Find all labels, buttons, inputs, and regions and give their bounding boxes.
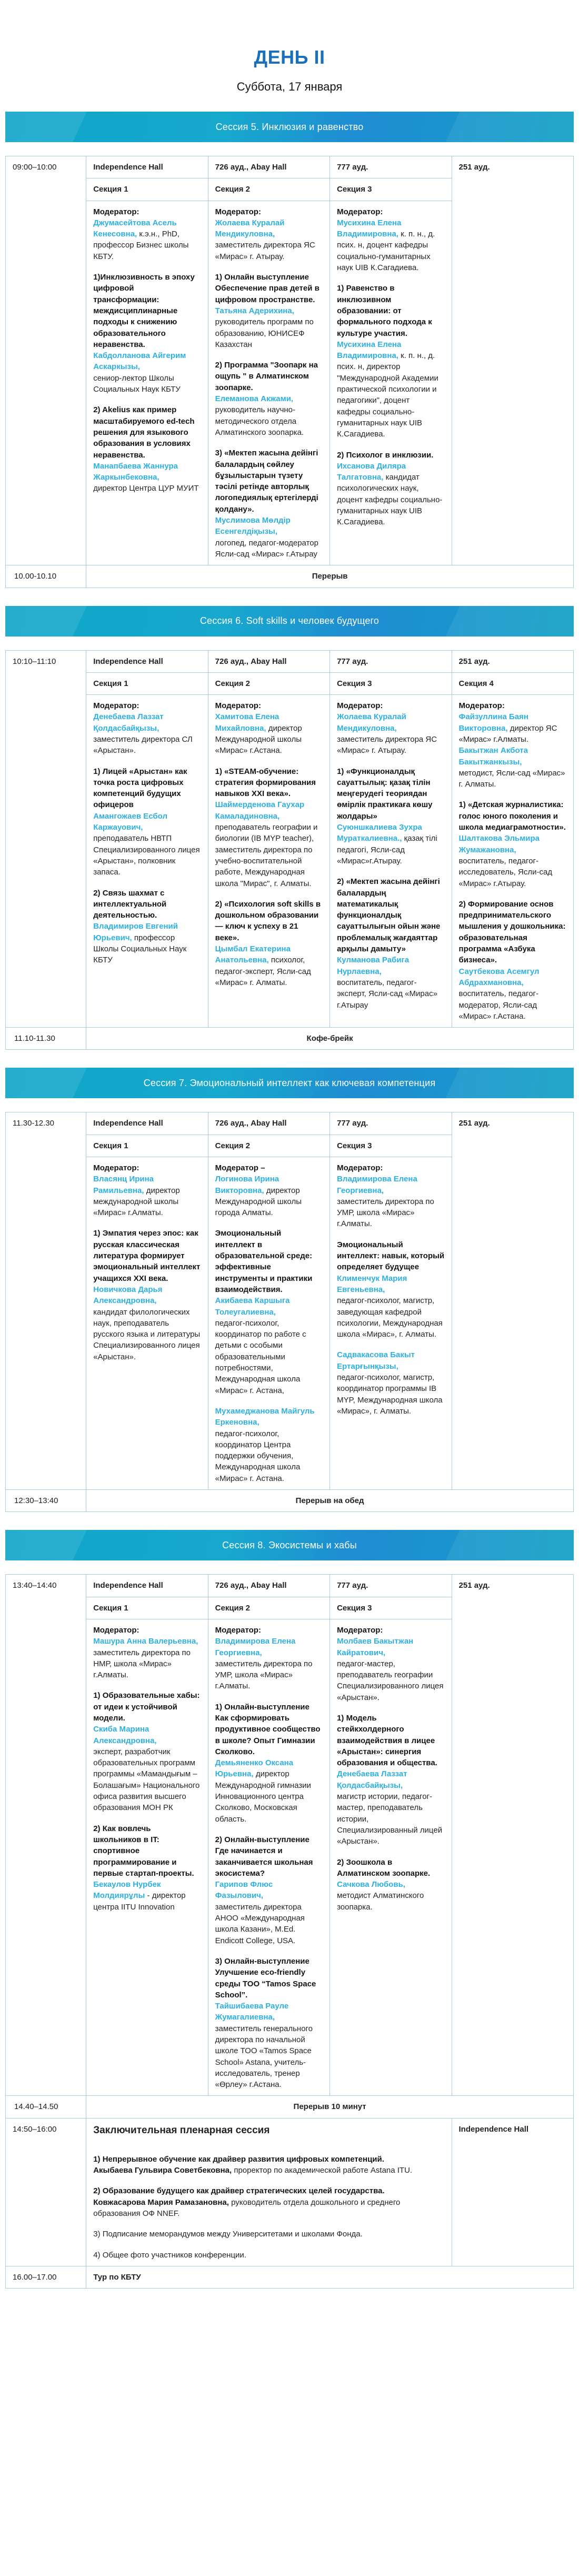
plenary-item	[93, 2250, 444, 2261]
agenda-item	[93, 1690, 201, 1813]
section-label: Секция 2	[208, 178, 330, 201]
role-text: педагог-психолог, координатор Центра поддержки обучения, Международная школа «Мирас» г. Астана.	[215, 1429, 301, 1483]
speaker-name: Мусихина Елена Владимировна,	[337, 218, 402, 239]
agenda-item	[215, 1956, 323, 2091]
section-label: Секция 1	[86, 1135, 208, 1157]
time-range: 11.10-11.30	[6, 1028, 86, 1050]
bold-text: 2) Программа "Зоопарк на ощупь " в Алматинском зоопарке.	[215, 361, 318, 392]
bold-text: Модератор:	[337, 1163, 383, 1172]
time-range: 14:50–16:00	[6, 2118, 86, 2266]
hall-header: 251 ауд.	[452, 156, 573, 565]
time-range: 16.00–17.00	[6, 2266, 86, 2288]
bold-text: 1) Онлайн выступление Обеспечение прав детей в цифровом пространстве.	[215, 273, 320, 304]
role-text: преподаватель географии и биологии (IB MYP teacher), заместитель директора по учебно-воспитательной работе, Международная школа "Мирас", г. Алматы.	[215, 823, 318, 888]
role-text: методист, Ясли-сад «Мирас» г. Алматы.	[458, 768, 565, 789]
speaker-name: Манапбаева Жаннура Жаркынбековна,	[93, 461, 178, 482]
session-cell	[208, 201, 330, 565]
session-cell	[452, 695, 573, 1028]
plenary-cell	[86, 2118, 452, 2266]
role-text: руководитель научно-методического отдела Алматинского зоопарка.	[215, 405, 304, 437]
role-text: директор международной школы «Мирас» г.Алматы.	[93, 1186, 180, 1218]
role-text: кандидат филологических наук, преподаватель русского языка и литературы Специализированного лицея «Арыстан».	[93, 1307, 201, 1361]
hall-header: Independence Hall	[452, 2118, 573, 2266]
bold-text: Модератор –	[215, 1163, 265, 1172]
session-banner-title: Сессия 5. Инклюзия и равенство	[215, 121, 364, 132]
session-6-banner	[5, 606, 574, 636]
role-text: заместитель директора по НМР, школа «Мирас» г.Алматы.	[93, 1648, 191, 1680]
agenda-item	[215, 1625, 323, 1692]
role-text: педагог-психолог, магистр, заведующая кафедрой психологии, Международная школа «Мирас», г. Алматы.	[337, 1296, 443, 1339]
bold-text: Ковжасарова Мария Рамазановна,	[93, 2197, 229, 2207]
speaker-name: Владимиров Евгений Юрьевич,	[93, 922, 178, 942]
bold-text: 1) Онлайн-выступление Как сформировать продуктивное сообщество в школе? Опыт Гимназии Сколково.	[215, 1702, 321, 1756]
speaker-name: Владимирова Елена Георгиевна,	[215, 1637, 296, 1657]
agenda-item	[215, 1228, 323, 1396]
halls-row	[6, 1575, 574, 1597]
bold-text: Акыбаева Гульвира Советбековна,	[93, 2166, 232, 2175]
agenda-item	[337, 876, 444, 1011]
agenda-item	[337, 1162, 444, 1230]
agenda-item	[337, 766, 444, 867]
speaker-name: Хамитова Елена Михайловна,	[215, 712, 279, 733]
speaker-name: Кабдолланова Айгерим Аскаркызы,	[93, 351, 186, 372]
role-text: заместитель директора ЯС «Мирас» г. Атырау.	[337, 734, 437, 755]
hall-header: 777 ауд.	[330, 1112, 452, 1135]
role-text: психолог, педагог-эксперт, Ясли-сад «Мирас» г. Алматы.	[215, 956, 311, 987]
role-text: руководитель программ по образованию, ЮНИСЕФ Казахстан	[215, 317, 314, 349]
schedule-body	[5, 112, 574, 2289]
speaker-name: Файзуллина Баян Викторовна,	[458, 712, 528, 733]
bold-text: 2) Связь шахмат с интеллектуальной деятельностью.	[93, 888, 167, 920]
time-range: 12:30–13:40	[6, 1490, 86, 1512]
speaker-name: Мухамеджанова Майгуль Еркеновна,	[215, 1406, 315, 1427]
session-cell	[86, 1157, 208, 1490]
kbtu-tour-table	[5, 2266, 574, 2289]
bold-text: 1) Эмпатия через эпос: как русская классическая литература формирует эмоциональный интеллект учащихся XXI века.	[93, 1229, 201, 1283]
role-text: воспитатель, педагог-исследователь, Ясли-сад «Мирас» г.Атырау.	[458, 856, 553, 888]
bold-text: Эмоциональный интеллект в образовательной среде: эффективные инструменты и практики взаимодействия.	[215, 1229, 313, 1294]
role-text: директор ЯС «Мирас» г.Алматы.	[458, 723, 557, 744]
role-text: педагог-мастер, преподаватель географии Специализированного лицея «Арыстан».	[337, 1659, 444, 1702]
speaker-name: Цымбал Екатерина Анатольевна,	[215, 944, 291, 965]
break-2-table	[5, 1027, 574, 1050]
role-text: заместитель генерального директора по начальной школе ТОО «Tamos Space School» Astana, учитель-исследователь, тренер «Өрлеу» г.Астана.	[215, 2024, 313, 2090]
session-8-banner	[5, 1530, 574, 1560]
hall-header: Independence Hall	[86, 1112, 208, 1135]
speaker-name: Машура Анна Валерьевна,	[93, 1637, 198, 1646]
speaker-name: Скиба Марина Александровна,	[93, 1725, 157, 1745]
agenda-item	[215, 1834, 323, 1946]
time-range: 10:10–11:10	[6, 650, 86, 1028]
agenda-item	[337, 1625, 444, 1703]
role-text: воспитатель, педагог-модератор, Ясли-сад «Мирас» г.Астана.	[458, 989, 539, 1021]
bold-text: 1) Модель стейкхолдерного взаимодействия в лицее «Арыстан»: синергия образования и общества.	[337, 1713, 437, 1768]
bold-text: 1) Непрерывное обучение как драйвер развития цифровых компетенций.	[93, 2154, 384, 2164]
role-text: эксперт, разработчик образовательных программ программы «Мамандығым – Болашағым» Национального офиса развития высшего образования МОН РК	[93, 1747, 200, 1813]
plenary-item	[93, 2154, 444, 2176]
break-4-table	[5, 2095, 574, 2118]
session-cell	[330, 695, 452, 1028]
role-text: к. п. н., д. псих. н, директор "Международной Академии практической психологии и педагогики", доцент кафедры социально-гуманитарных наук UIB К.Сагадиева.	[337, 351, 438, 439]
day-subtitle: Суббота, 17 января	[236, 80, 343, 93]
role-text: преподаватель НВТП Специализированного лицея «Арыстан», полковник запаса.	[93, 834, 200, 877]
role-text: кандидат психологических наук, доцент кафедры социально-гуманитарных наук UIB К.Сагадиева.	[337, 473, 443, 527]
break-row	[6, 2096, 574, 2118]
session-cell	[330, 1619, 452, 2096]
break-label: Перерыв 10 минут	[86, 2096, 574, 2118]
agenda-item	[459, 799, 566, 889]
agenda-item	[215, 206, 323, 262]
session-cell	[86, 1619, 208, 2096]
tour-row	[6, 2266, 574, 2288]
session-5-table	[5, 156, 574, 565]
agenda-item	[93, 1228, 201, 1362]
role-text: воспитатель, педагог-эксперт, Ясли-сад «Мирас» г.Атырау	[337, 978, 437, 1010]
bold-text: 3) Онлайн-выступление Улучшение eco-friendly среды ТОО “Tamos Space School”.	[215, 1956, 316, 2000]
break-row	[6, 1490, 574, 1512]
halls-row	[6, 156, 574, 178]
speaker-name: Жолаева Куралай Мендикуловна,	[215, 218, 285, 239]
hall-header: 726 ауд., Abay Hall	[208, 1575, 330, 1597]
section-label: Секция 3	[330, 672, 452, 694]
role-text: қазақ тілі педагогі, Ясли-сад «Мирас»г.Атырау.	[337, 834, 437, 866]
session-cell	[330, 1157, 452, 1490]
bold-text: 2) «Психология soft skills в дошкольном образовании — ключ к успеху в 21 веке».	[215, 899, 321, 942]
session-5-banner	[5, 112, 574, 142]
session-cell	[86, 695, 208, 1028]
agenda-item	[337, 1857, 444, 1913]
speaker-name: Ихсанова Диляра Талгатовна,	[337, 461, 406, 482]
role-text: заместитель директора СЛ «Арыстан».	[93, 734, 193, 755]
speaker-name: Тайшибаева Рауле Жумагалиевна,	[215, 2002, 289, 2022]
agenda-item	[93, 766, 201, 878]
role-text: директор Международной гимназии Инновационного центра Сколково, Московская область.	[215, 1769, 311, 1824]
time-range: 11.30-12.30	[6, 1112, 86, 1490]
closing-plenary-table	[5, 2118, 574, 2266]
bold-text: Модератор:	[215, 207, 261, 216]
speaker-name: Денебаева Лаззат Қолдасбайқызы,	[337, 1769, 407, 1790]
bold-text: 1) «Функционалдық сауаттылық: қазақ тілін меңгерудегі теориядан өмірлік практикаға көшу жолдары»	[337, 767, 433, 821]
agenda-item	[93, 404, 201, 494]
agenda-item	[337, 1349, 444, 1417]
role-text: заместитель директора по УМР, школа «Мирас» г.Алматы.	[337, 1197, 434, 1229]
section-label: Секция 3	[330, 1597, 452, 1619]
speaker-name: Бекаулов Нурбек Молдиярұлы	[93, 1880, 161, 1901]
page-header	[5, 0, 574, 94]
agenda-item	[215, 899, 323, 988]
speaker-name: Елеманова Акжами,	[215, 394, 294, 404]
bold-text: 2) Akelius как пример масштабируемого ed-tech решения для языкового образования в условиях неравенства.	[93, 405, 195, 460]
hall-header: 777 ауд.	[330, 650, 452, 672]
agenda-item	[93, 1823, 201, 1913]
bold-text: 2) Образование будущего как драйвер стратегических целей государства.	[93, 2186, 385, 2196]
role-text: руководитель отдела дошкольного и среднего образования ОФ NNEF.	[93, 2197, 401, 2218]
section-label: Секция 1	[86, 178, 208, 201]
role-text: проректор по академической работе Astana ITU.	[234, 2166, 413, 2175]
speaker-name: Бакытжан Акбота Бакытжанкызы,	[458, 746, 528, 767]
speaker-name: Сачкова Любовь,	[337, 1880, 405, 1889]
agenda-item	[93, 1625, 201, 1680]
role-text: 3) Подписание меморандумов между Университетами и школами Фонда.	[93, 2230, 363, 2239]
time-range: 09:00–10:00	[6, 156, 86, 565]
role-text: заместитель директора ЯС «Мирас» г. Атырау.	[215, 241, 315, 261]
bold-text: 1)Инклюзивность в эпоху цифровой трансформации: междисциплинарные подходы к снижению образовательного неравенства.	[93, 273, 195, 349]
hall-header: 726 ауд., Abay Hall	[208, 156, 330, 178]
agenda-item	[93, 206, 201, 262]
break-row	[6, 565, 574, 588]
break-label: Перерыв на обед	[86, 1490, 574, 1512]
speaker-name: Новичкова Дарья Александровна,	[93, 1285, 163, 1306]
bold-text: 1) Лицей «Арыстан» как точка роста цифровых компетенций будущих офицеров	[93, 767, 187, 810]
plenary-item	[93, 2229, 444, 2240]
session-banner-title: Сессия 8. Экосистемы и хабы	[222, 1539, 357, 1550]
agenda-item	[459, 899, 566, 1022]
session-banner-title: Сессия 7. Эмоциональный интеллект как ключевая компетенция	[143, 1077, 436, 1088]
speaker-name: Амангожаев Есбол Каржауович,	[93, 811, 167, 832]
role-text: к.э.н., PhD, профессор Бизнес школы КБТУ.	[93, 230, 189, 261]
role-text: директор Международной школы города Алматы.	[215, 1186, 302, 1218]
speaker-name: Владимирова Елена Георгиевна,	[337, 1175, 417, 1195]
bold-text: 2) Онлайн-выступление Где начинается и заканчивается школьная экосистема?	[215, 1835, 313, 1878]
bold-text: Модератор:	[215, 701, 261, 711]
hall-header: Independence Hall	[86, 1575, 208, 1597]
bold-text: 2) Формирование основ предпринимательского мышления у дошкольника: образовательная программа «Азбука бизнеса».	[458, 899, 566, 965]
role-text: к. п. н., д. псих. н, доцент кафедры социально-гуманитарных наук UIB К.Сагадиева.	[337, 230, 435, 273]
agenda-item	[93, 700, 201, 756]
agenda-item	[337, 1239, 444, 1340]
role-text: заместитель директора АНОО «Международная школа Казани», M.Ed. Endicott College, USA.	[215, 1902, 305, 1945]
role-text: 4) Общее фото участников конференции.	[93, 2250, 246, 2260]
agenda-item	[215, 447, 323, 560]
bold-text: Модератор:	[337, 701, 383, 711]
session-cell	[330, 201, 452, 565]
agenda-item	[93, 1162, 201, 1218]
role-text: педагог-психолог, магистр, координатор программы IB MYP, Международная школа «Мирас», г. Алматы.	[337, 1373, 443, 1416]
break-label: Перерыв	[86, 565, 574, 588]
agenda-item	[215, 700, 323, 756]
speaker-name: Логинова Ирина Викторовна,	[215, 1175, 279, 1195]
session-cell	[208, 1157, 330, 1490]
agenda-item	[337, 206, 444, 274]
session-banner-title: Сессия 6. Soft skills и человек будущего	[199, 615, 380, 626]
hall-header: 726 ауд., Abay Hall	[208, 650, 330, 672]
role-text: педагог-психолог, координатор по работе с детьми с особыми образовательными потребностями, Международная школа «Мирас» г. Астана,	[215, 1318, 306, 1395]
bold-text: Модератор:	[337, 207, 383, 216]
plenary-item	[93, 2185, 444, 2219]
speaker-name: Татьяна Адерихина,	[215, 306, 294, 315]
content-row	[6, 695, 574, 1028]
bold-text: Модератор:	[93, 207, 139, 216]
bold-text: 2) Как вовлечь школьников в IT: спортивное программирование и первые стартап-проекты.	[93, 1824, 194, 1878]
hall-header: 251 ауд.	[452, 650, 573, 672]
speaker-name: Власянц Ирина Рамильевна,	[93, 1175, 154, 1195]
day-title: ДЕНЬ II	[254, 46, 325, 68]
speaker-name: Садвакасова Бакыт Ертарғынқызы,	[337, 1350, 415, 1371]
bold-text: 1) Образовательные хабы: от идеи к устойчивой модели.	[93, 1691, 200, 1723]
role-text: профессор Школы Социальных Наук КБТУ	[93, 933, 187, 965]
section-label: Секция 3	[330, 1135, 452, 1157]
speaker-name: Денебаева Лаззат Қолдасбайқызы,	[93, 712, 164, 733]
agenda-item	[215, 1406, 323, 1484]
role-text: заместитель директора по УМР, школа «Мирас» г.Алматы.	[215, 1659, 313, 1691]
agenda-item	[215, 1702, 323, 1825]
session-7-banner	[5, 1068, 574, 1098]
hall-header: 777 ауд.	[330, 156, 452, 178]
session-cell	[208, 1619, 330, 2096]
speaker-name: Клименчук Мария Евгеньевна,	[337, 1274, 407, 1294]
time-range: 10.00-10.10	[6, 565, 86, 588]
time-range: 13:40–14:40	[6, 1575, 86, 2096]
session-7-table	[5, 1112, 574, 1490]
speaker-name: Кулманова Рабига Нурлаевна,	[337, 956, 410, 976]
section-label: Секция 4	[452, 672, 573, 694]
hall-header: 726 ауд., Abay Hall	[208, 1112, 330, 1135]
speaker-name: Муслимова Мөлдір Есенгелдіқызы,	[215, 516, 291, 536]
agenda-item	[337, 1713, 444, 1847]
section-label: Секция 2	[208, 1597, 330, 1619]
tour-label: Тур по КБТУ	[86, 2266, 574, 2288]
speaker-name: Демьяненко Оксана Юрьевна,	[215, 1758, 294, 1779]
role-text: методист Алматинского зоопарка.	[337, 1891, 424, 1912]
bold-text: Модератор:	[337, 1625, 383, 1635]
role-text: логопед, педагог-модератор Ясли-сад «Мирас» г.Атырау	[215, 538, 318, 559]
bold-text: Модератор:	[93, 701, 139, 711]
plenary-row	[6, 2118, 574, 2266]
agenda-item	[93, 272, 201, 395]
speaker-name: Жолаева Куралай Мендикуловна,	[337, 712, 406, 733]
bold-text: Модератор:	[93, 1163, 139, 1172]
bold-text: 1) «STEAM-обучение: стратегия формирования навыков XXI века».	[215, 767, 316, 799]
sections-row	[6, 672, 574, 694]
halls-row	[6, 650, 574, 672]
hall-header: 777 ауд.	[330, 1575, 452, 1597]
speaker-name: Шаймерденова Гаухар Камаладиновна,	[215, 800, 305, 821]
session-cell	[86, 201, 208, 565]
agenda-item	[337, 283, 444, 440]
agenda-item	[93, 888, 201, 966]
section-label: Секция 2	[208, 672, 330, 694]
hall-header: Independence Hall	[86, 650, 208, 672]
agenda-item	[215, 1162, 323, 1218]
agenda-item	[215, 766, 323, 889]
role-text: магистр истории, педагог-мастер, преподаватель истории, Специализированный лицей «Арыстан».	[337, 1792, 443, 1846]
section-label: Секция 3	[330, 178, 452, 201]
bold-text: 3) «Мектеп жасына дейінгі балалардың сөйлеу бұзылыстарын түзету тәсілі ретінде авторлық логопедиялық ертегілерді қолдану».	[215, 449, 318, 514]
break-1-table	[5, 565, 574, 588]
bold-text: 1) Равенство в инклюзивном образовании: от формального подхода к культуре участия.	[337, 284, 432, 338]
agenda-item	[459, 700, 566, 790]
bold-text: Эмоциональный интеллект: навык, который определяет будущее	[337, 1240, 445, 1272]
hall-header: 251 ауд.	[452, 1112, 573, 1490]
session-6-table	[5, 650, 574, 1028]
role-text: директор Центра ЦУР МУИТ	[93, 484, 199, 493]
speaker-name: Мусихина Елена Владимировна,	[337, 340, 402, 361]
section-label: Секция 2	[208, 1135, 330, 1157]
bold-text: 2) «Мектеп жасына дейінгі балалардың математикалық функционалдық сауаттылығын ойын және проблемалық жағдаяттар арқылы дамыту»	[337, 877, 441, 954]
role-text: директор Международной школы «Мирас» г.Астана.	[215, 723, 302, 755]
section-label: Секция 1	[86, 1597, 208, 1619]
break-3-table	[5, 1489, 574, 1512]
speaker-name: Саутбекова Асемгул Абдрахмановна,	[458, 967, 540, 987]
bold-text: 2) Психолог в инклюзии.	[337, 450, 434, 460]
bold-text: 1) «Детская журналистика: голос юного поколения и школа медиаграмотности».	[458, 800, 566, 832]
agenda-item	[215, 360, 323, 438]
role-text: - директор центра IITU Innovation	[93, 1891, 186, 1912]
halls-row	[6, 1112, 574, 1135]
hall-header: 251 ауд.	[452, 1575, 573, 2096]
session-cell	[208, 695, 330, 1028]
speaker-name: Гарипов Флюс Фазылович,	[215, 1880, 273, 1901]
hall-header: Independence Hall	[86, 156, 208, 178]
agenda-item	[337, 450, 444, 528]
bold-text: Модератор:	[458, 701, 505, 711]
bold-text: Модератор:	[93, 1625, 139, 1635]
section-label: Секция 1	[86, 672, 208, 694]
agenda-item	[337, 700, 444, 756]
break-label: Кофе-брейк	[86, 1028, 574, 1050]
speaker-name: Суюншкалиева Зухра Мураткалиевна.,	[337, 823, 422, 843]
session-8-table	[5, 1574, 574, 2096]
plenary-title: Заключительная пленарная сессия	[93, 2124, 270, 2136]
speaker-name: Акибаева Каршыга Толеугалиевна,	[215, 1296, 290, 1317]
break-row	[6, 1028, 574, 1050]
role-text: сениор-лектор Школы Социальных Наук КБТУ	[93, 373, 181, 394]
bold-text: 2) Зоошкола в Алматинском зоопарке.	[337, 1857, 431, 1878]
speaker-name: Молбаев Бакытжан Кайратович,	[337, 1637, 414, 1657]
agenda-item	[215, 272, 323, 350]
speaker-name: Джумасейтова Асель Кенесовна,	[93, 218, 177, 239]
time-range: 14.40–14.50	[6, 2096, 86, 2118]
bold-text: Модератор:	[215, 1625, 261, 1635]
speaker-name: Шалтакова Эльмира Жумажановна,	[458, 834, 540, 854]
